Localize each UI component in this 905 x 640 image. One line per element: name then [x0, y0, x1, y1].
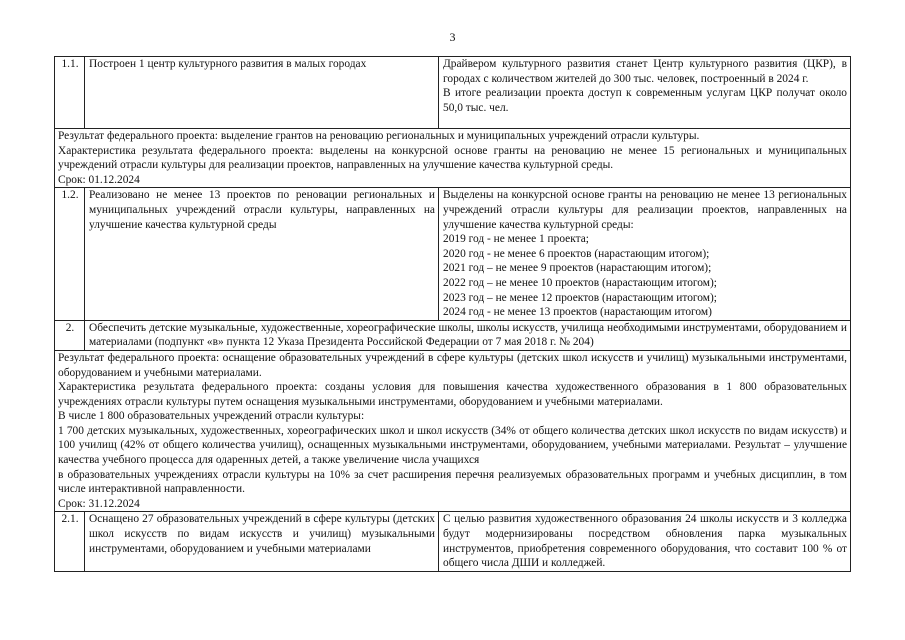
row-description: С целью развития художественного образования 24 школы искусств и 3 колледжа будут модернизированы посредством обновления парка музыкальных инструментов, приобретения современного оборудования, что составит 100 % от общего числа ДШИ и колледжей.	[439, 512, 851, 571]
year-target: 2021 год – не менее 9 проектов (нарастающим итогом);	[443, 262, 712, 275]
table-row-2	[55, 320, 851, 350]
table-row-1-1	[55, 57, 851, 129]
row-number: 1.1.	[55, 57, 85, 129]
table-row-2-1	[55, 512, 851, 571]
federal-result-detail: в образовательных учреждениях отрасли культуры на 10% за счет расширения перечня реализуемых образовательных программ и учебных дисциплин, в том числе интерактивной направленности.	[58, 468, 847, 496]
federal-result-characteristic: Характеристика результата федерального проекта: созданы условия для повышения качества художественного образования в 1 800 образовательных учреждениях отрасли культуры путем оснащения музыкальными инструментами, оборудованием и учебными материалами.	[58, 381, 847, 408]
row-description	[439, 57, 851, 129]
deadline: Срок: 31.12.2024	[58, 497, 140, 510]
federal-result-block	[55, 129, 851, 188]
row-task: Реализовано не менее 13 проектов по реновации региональных и муниципальных учреждений отрасли культуры, направленных на улучшение качества культурной среды	[85, 188, 439, 320]
table-row-1-2	[55, 188, 851, 320]
description-paragraph: Драйвером культурного развития станет Центр культурного развития (ЦКР), в городах с количеством жителей до 300 тыс. человек, построенный в 2024 г.	[443, 58, 847, 85]
federal-result-detail: 1 700 детских музыкальных, художественных, хореографических школ и школ искусств (34% от общего количества детских школ искусств по видам искусств) и 100 училищ (42% от общего количества училищ), оснащенных музыкальными инструментами, оборудованием, учебными материалами. Результат – улучшение качества учебного процесса для одаренных детей, а также увеличение числа учащихся	[58, 424, 847, 467]
federal-result: Результат федерального проекта: оснащение образовательных учреждений в сфере культуры (детских школ искусств и училищ) музыкальными инструментами, оборудованием и учебными материалами.	[58, 351, 847, 379]
federal-result-including: В числе 1 800 образовательных учреждений отрасли культуры:	[58, 410, 365, 423]
row-description	[439, 188, 851, 320]
deadline: Срок: 01.12.2024	[58, 173, 140, 186]
year-target: 2024 год - не менее 13 проектов (нарастающим итогом)	[443, 306, 712, 319]
document-table	[54, 56, 851, 572]
row-number: 2.	[55, 320, 85, 350]
row-task: Обеспечить детские музыкальные, художественные, хореографические школы, школы искусств, училища необходимыми инструментами, оборудованием и материалами (подпункт «в» пункта 12 Указа Президента Российской Федерации от 7 мая 2018 г. № 204)	[85, 320, 851, 350]
federal-result-characteristic: Характеристика результата федерального проекта: выделены на конкурсной основе гранты на реновацию не менее 15 региональных и муниципальных учреждений отрасли культуры для реализации проектов, направленных на улучшение качества культурной среды.	[58, 144, 847, 172]
row-task: Построен 1 центр культурного развития в малых городах	[85, 57, 439, 129]
description-paragraph: В итоге реализации проекта доступ к современным услугам ЦКР получат около 50,0 тыс. чел.	[443, 87, 847, 114]
row-number: 2.1.	[55, 512, 85, 571]
federal-result: Результат федерального проекта: выделение грантов на реновацию региональных и муниципальных учреждений отрасли культуры.	[58, 130, 700, 142]
page-number: 3	[449, 30, 456, 44]
federal-result-block	[55, 350, 851, 512]
row-task: Оснащено 27 образовательных учреждений в сфере культуры (детских школ искусств по видам искусств и училищ) музыкальными инструментами, оборудованием и учебными материалами	[85, 512, 439, 571]
description-paragraph: Выделены на конкурсной основе гранты на реновацию не менее 13 региональных учреждений отрасли культуры для реализации проектов, направленных на улучшение качества культурной среды:	[443, 189, 847, 231]
year-target: 2020 год - не менее 6 проектов (нарастающим итогом);	[443, 247, 710, 260]
year-target: 2023 год – не менее 12 проектов (нарастающим итогом);	[443, 291, 717, 304]
row-number: 1.2.	[55, 188, 85, 320]
year-target: 2019 год - не менее 1 проекта;	[443, 233, 589, 246]
year-target: 2022 год – не менее 10 проектов (нарастающим итогом);	[443, 276, 717, 289]
table-row-block-2	[55, 350, 851, 512]
table-row-block-1	[55, 129, 851, 188]
